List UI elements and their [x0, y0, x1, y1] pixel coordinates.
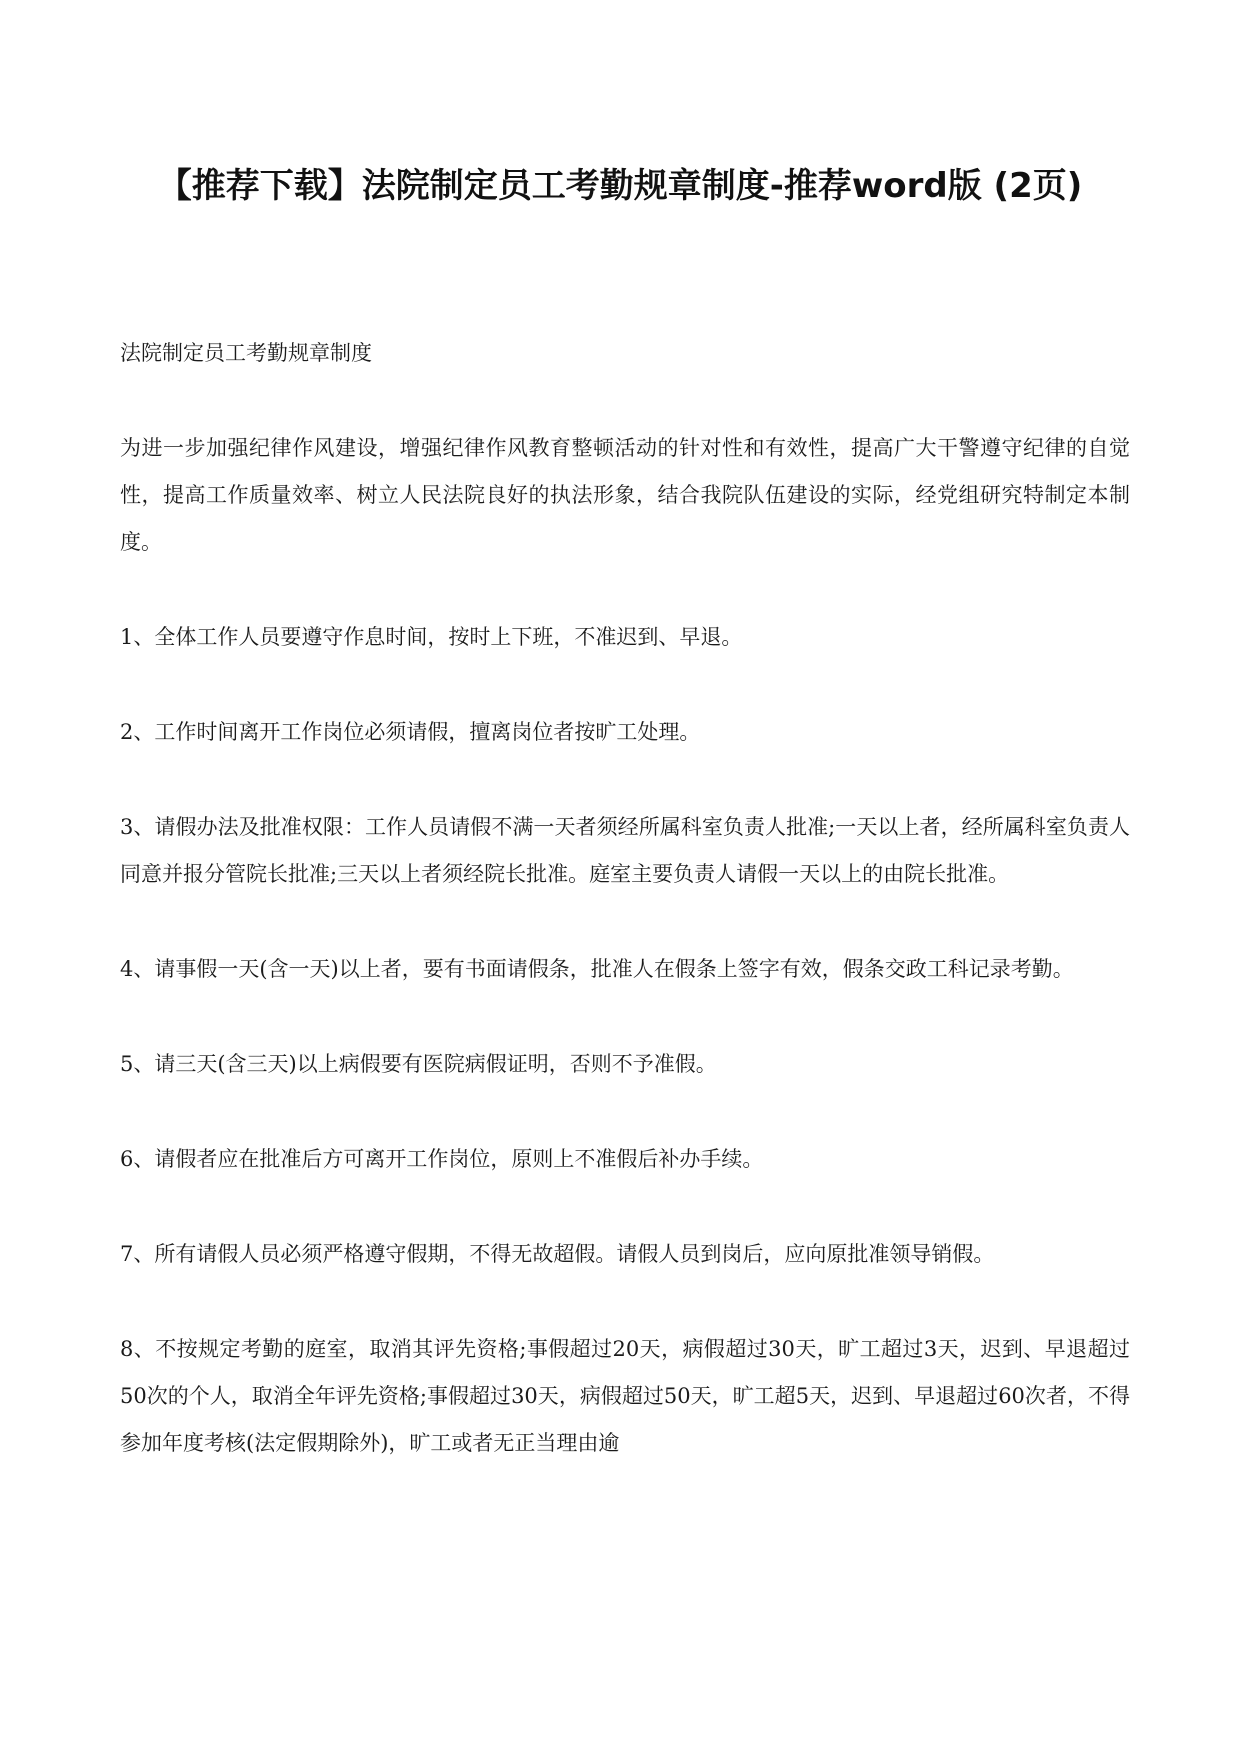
document-subtitle: 法院制定员工考勤规章制度	[120, 341, 372, 365]
paragraph-item-1: 1、全体工作人员要遵守作息时间，按时上下班，不准迟到、早退。	[120, 625, 743, 649]
paragraph-item-3: 3、请假办法及批准权限：工作人员请假不满一天者须经所属科室负责人批准;一天以上者，经所属科室负责人同意并报分管院长批准;三天以上者须经院长批准。庭室主要负责人请假一天以上的由院长批准。	[120, 815, 1130, 886]
paragraph-item-8: 8、不按规定考勤的庭室，取消其评先资格;事假超过20天，病假超过30天，旷工超过3天，迟到、早退超过50次的个人，取消全年评先资格;事假超过30天，病假超过50天，旷工超5天，迟到、早退超过60次者，不得参加年度考核(法定假期除外)，旷工或者无正当理由逾	[120, 1337, 1130, 1455]
paragraph-item-7: 7、所有请假人员必须严格遵守假期，不得无故超假。请假人员到岗后，应向原批准领导销假。	[120, 1242, 995, 1266]
paragraph-item-5: 5、请三天(含三天)以上病假要有医院病假证明，否则不予准假。	[120, 1052, 717, 1076]
paragraph-item-6: 6、请假者应在批准后方可离开工作岗位，原则上不准假后补办手续。	[120, 1147, 764, 1171]
document-body	[120, 330, 1130, 1515]
document-title: 【推荐下载】法院制定员工考勤规章制度-推荐word版 (2页)	[157, 166, 1083, 206]
paragraph-intro: 为进一步加强纪律作风建设，增强纪律作风教育整顿活动的针对性和有效性，提高广大干警遵守纪律的自觉性，提高工作质量效率、树立人民法院良好的执法形象，结合我院队伍建设的实际，经党组研究特制定本制度。	[120, 436, 1130, 554]
paragraph-item-4: 4、请事假一天(含一天)以上者，要有书面请假条，批准人在假条上签字有效，假条交政工科记录考勤。	[120, 957, 1074, 981]
paragraph-item-2: 2、工作时间离开工作岗位必须请假，擅离岗位者按旷工处理。	[120, 720, 701, 744]
